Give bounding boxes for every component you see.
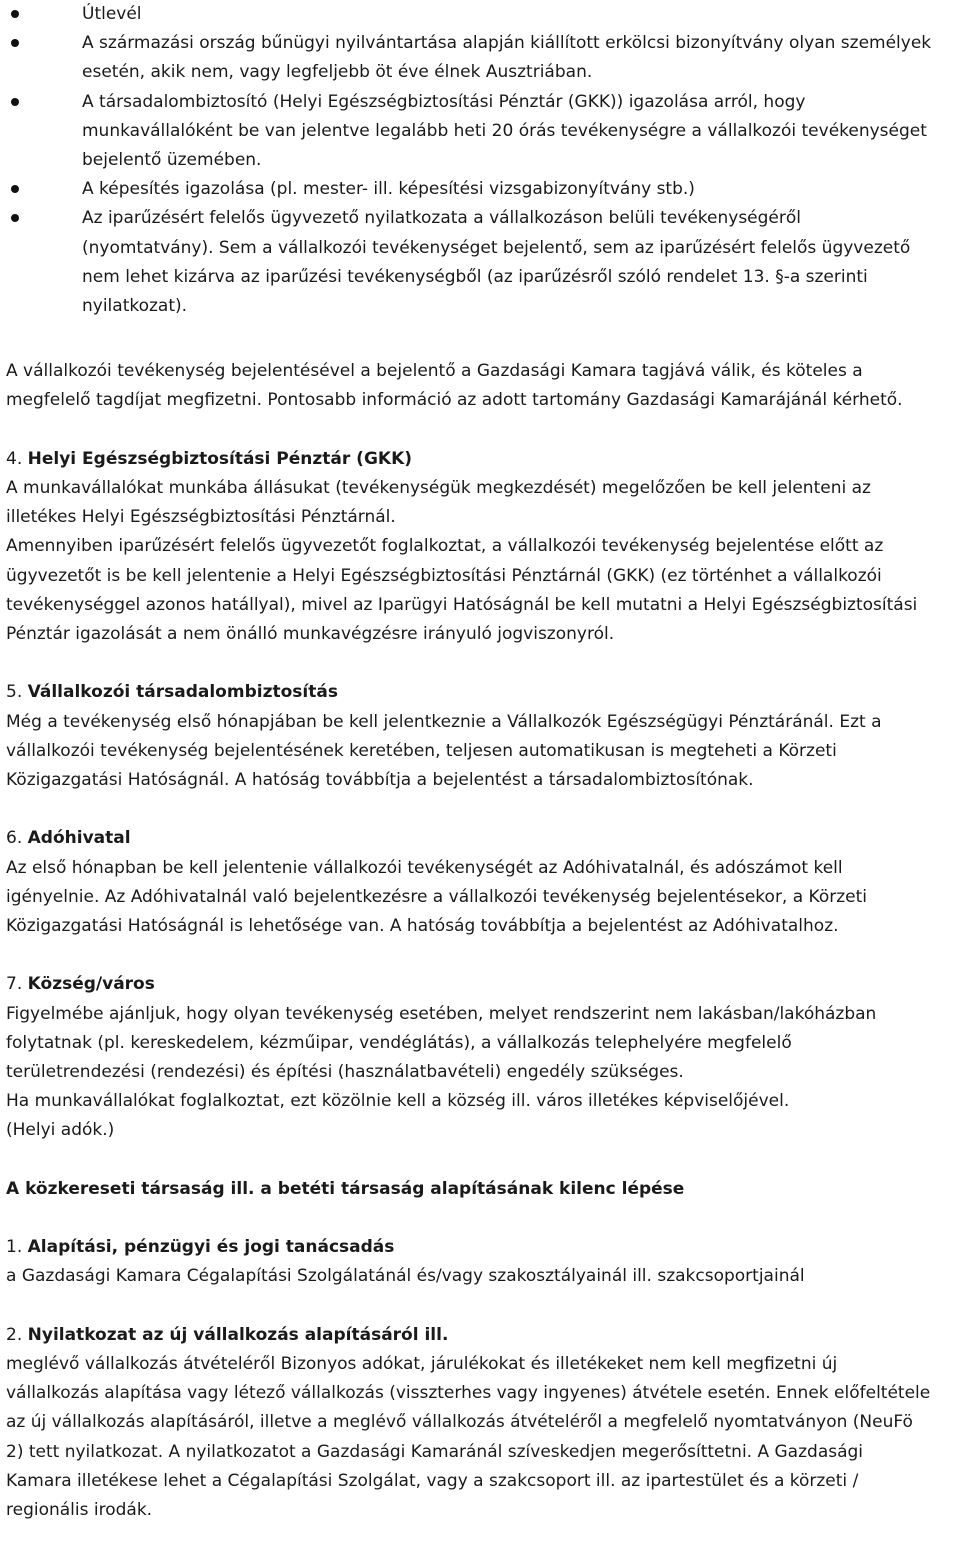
list-item: A társadalombiztosító (Helyi Egészségbiztosítási Pénztár (GKK)) igazolása arról, hogy munkavállalóként be van jelentve legalább heti 20 órás tevékenységre a vállalkozói tevékenységet bejelentő üzemében. xyxy=(6,88,934,176)
section-heading xyxy=(6,445,934,474)
section-heading xyxy=(6,824,934,853)
section-number: 7. xyxy=(6,974,23,995)
section-paragraph: Figyelmébe ajánljuk, hogy olyan tevékenység esetében, melyet rendszerint nem lakásban/lakóházban folytatnak (pl. kereskedelem, kézműipar, vendéglátás), a vállalkozás telephelyére megfelelő területrendezési (rendezési) és építési (használatbavételi) engedély szükséges. xyxy=(6,1003,877,1083)
list-item: A képesítés igazolása (pl. mester- ill. képesítési vizsgabizonyítvány stb.) xyxy=(6,175,934,204)
section-number: 5. xyxy=(6,682,23,703)
step-title: Alapítási, pénzügyi és jogi tanácsadás xyxy=(27,1237,395,1258)
step-heading xyxy=(6,1233,934,1262)
section-paragraph: Ha munkavállalókat foglalkoztat, ezt közölnie kell a község ill. város illetékes képviselőjével. xyxy=(6,1091,790,1112)
section-heading xyxy=(6,678,934,707)
section-paragraph: Amennyiben iparűzésért felelős ügyvezetőt foglalkoztat, a vállalkozói tevékenység bejelentése előtt az ügyvezetőt is be kell jelentenie a Helyi Egészségbiztosítási Pénztárnál (GKK) (ez történhet a vállalkozói tevékenységgel azonos hatállyal), mivel az Iparügyi Hatóságnál be kell mutatni a Helyi Egészségbiztosítási Pénztár igazolását a nem önálló munkavégzésre irányuló jogviszonyról. xyxy=(6,536,918,645)
company-founding-heading: A közkereseti társaság ill. a betéti társaság alapításának kilenc lépése xyxy=(6,1178,685,1199)
step-number: 1. xyxy=(6,1237,23,1258)
section-number: 6. xyxy=(6,828,23,849)
step-paragraph: a Gazdasági Kamara Cégalapítási Szolgálatánál és/vagy szakosztályainál ill. szakcsoportjainál xyxy=(6,1266,805,1287)
step-heading xyxy=(6,1321,934,1350)
list-item: Útlevél xyxy=(6,0,934,29)
section-paragraph: Még a tevékenység első hónapjában be kell jelentkeznie a Vállalkozók Egészségügyi Pénztáránál. Ezt a vállalkozói tevékenység bejelentésének keretében, teljesen automatikusan is megteheti a Körzeti Közigazgatási Hatóságnál. A hatóság továbbítja a bejelentést a társadalombiztosítónak. xyxy=(6,711,882,791)
section-title: Helyi Egészségbiztosítási Pénztár (GKK) xyxy=(27,448,413,469)
chamber-paragraph: A vállalkozói tevékenység bejelentésével a bejelentő a Gazdasági Kamara tagjává válik, és köteles a megfelelő tagdíjat megfizetni. Pontosabb információ az adott tartomány Gazdasági Kamarájánál kérhető. xyxy=(6,361,903,411)
step-paragraph: meglévő vállalkozás átvételéről Bizonyos adókat, járulékokat és illetékeket nem kell megfizetni új vállalkozás alapítása vagy létező vállalkozás (visszterhes vagy ingyenes) átvétele esetén. Ennek előfeltétele az új vállalkozás alapításáról, illetve a meglévő vállalkozás átvételéről a megfelelő nyomtatványon (NeuFö 2) tett nyilatkozat. A nyilatkozatot a Gazdasági Kamaránál szíveskedjen megerősíttetni. A Gazdasági Kamara illetékese lehet a Cégalapítási Szolgálat, vagy a szakcsoport ill. az ipartestület és a körzeti / regionális irodák. xyxy=(6,1354,931,1521)
section-number: 4. xyxy=(6,448,23,469)
step-title: Nyilatkozat az új vállalkozás alapításáról ill. xyxy=(27,1324,449,1345)
step-number: 2. xyxy=(6,1324,23,1345)
section-title: Község/város xyxy=(27,974,155,995)
section-title: Adóhivatal xyxy=(27,828,131,849)
required-documents-list xyxy=(6,0,934,321)
list-item: Az iparűzésért felelős ügyvezető nyilatkozata a vállalkozáson belüli tevékenységéről (nyomtatvány). Sem a vállalkozói tevékenységet bejelentő, sem az iparűzésért felelős ügyvezető nem lehet kizárva az iparűzési tevékenységből (az iparűzésről szóló rendelet 13. §-a szerinti nyilatkozat). xyxy=(6,204,934,321)
section-title: Vállalkozói társadalombiztosítás xyxy=(27,682,338,703)
section-paragraph: (Helyi adók.) xyxy=(6,1120,115,1141)
section-paragraph: A munkavállalókat munkába állásukat (tevékenységük megkezdését) megelőzően be kell jelenteni az illetékes Helyi Egészségbiztosítási Pénztárnál. xyxy=(6,478,871,528)
list-item: A származási ország bűnügyi nyilvántartása alapján kiállított erkölcsi bizonyítvány olyan személyek esetén, akik nem, vagy legfeljebb öt éve élnek Ausztriában. xyxy=(6,29,934,87)
section-paragraph: Az első hónapban be kell jelentenie vállalkozói tevékenységét az Adóhivatalnál, és adószámot kell igényelnie. Az Adóhivatalnál való bejelentkezésre a vállalkozói tevékenység bejelentésekor, a Körzeti Közigazgatási Hatóságnál is lehetősége van. A hatóság továbbítja a bejelentést az Adóhivatalhoz. xyxy=(6,857,868,937)
section-heading xyxy=(6,970,934,999)
